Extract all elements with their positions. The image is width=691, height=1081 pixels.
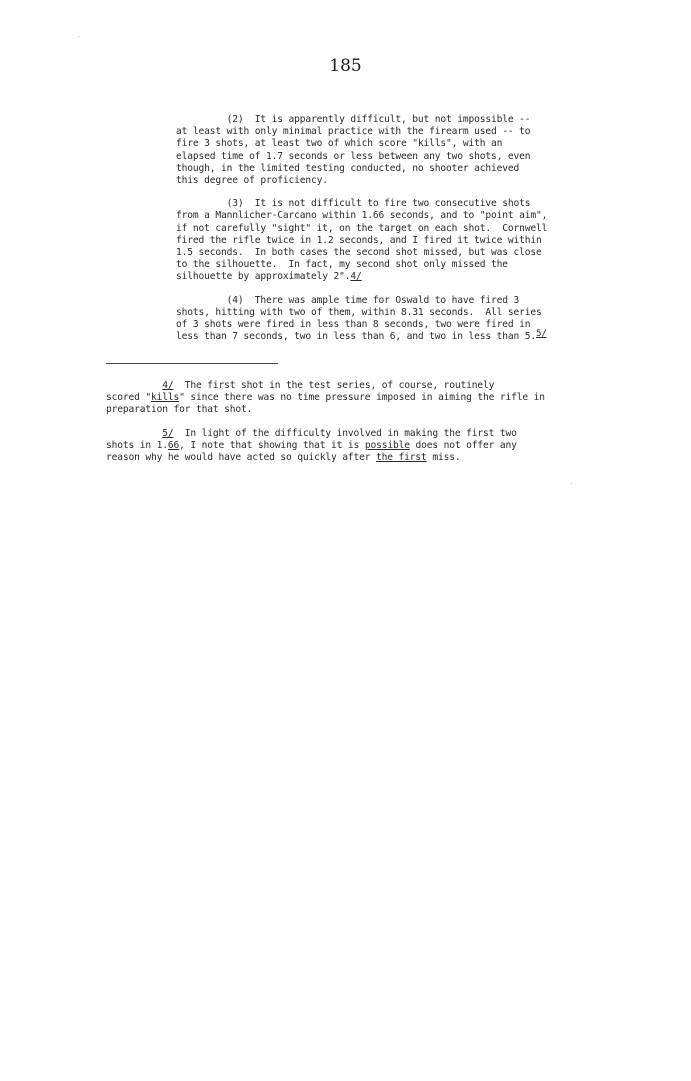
scan-speck <box>571 483 572 484</box>
footnote-marker: 5/ <box>162 427 174 439</box>
text-line: though, in the limited testing conducted, no shooter achieved <box>176 162 520 174</box>
text-line: fired the rifle twice in 1.2 seconds, and I fired it twice within <box>176 234 542 246</box>
line-text: shots in 1. <box>106 439 168 451</box>
text-line: (4) There was ample time for Oswald to have fired 3 <box>176 294 520 306</box>
footnote-4 <box>106 380 590 417</box>
footnote-ref-4: 4/ <box>350 271 362 283</box>
line-text: The first shot in the test series, of course, routinely <box>173 380 495 391</box>
text-line <box>106 440 590 452</box>
footnote-ref-5: 5/ <box>536 329 547 340</box>
line-text: reason why he would have acted so quickly after <box>106 452 377 464</box>
body-text <box>176 114 586 354</box>
scan-speck <box>78 36 79 37</box>
text-line: fire 3 shots, at least two of which score "kills", with an <box>176 138 503 150</box>
text-line: to the silhouette. In fact, my second shot only missed the <box>176 259 508 271</box>
line-text: less than 7 seconds, two in less than 6, and two in less than 5. <box>176 331 537 343</box>
text-line <box>176 331 586 343</box>
text-line: at least with only minimal practice with the firearm used -- to <box>176 126 531 138</box>
footnotes <box>106 380 590 475</box>
paragraph-3 <box>176 198 586 283</box>
text-line: this degree of proficiency. <box>176 175 328 187</box>
footnote-divider <box>106 363 278 364</box>
underlined-text: the first <box>376 452 427 464</box>
text-line: (2) It is apparently difficult, but not impossible -- <box>176 114 531 125</box>
paragraph-4 <box>176 295 586 344</box>
line-text: In light of the difficulty involved in making the first two <box>173 427 517 439</box>
text-line <box>176 271 586 283</box>
text-line: 1.5 seconds. In both cases the second shot missed, but was close <box>176 247 542 259</box>
text-line: elapsed time of 1.7 seconds or less between any two shots, even <box>176 150 531 162</box>
underlined-text: 66 <box>167 439 180 451</box>
page-number: 185 <box>329 56 362 76</box>
text-line: (3) It is not difficult to fire two consecutive shots <box>176 198 531 210</box>
line-text: silhouette by approximately 2". <box>176 271 351 283</box>
line-text: does not offer any <box>409 439 517 451</box>
text-line <box>106 428 590 440</box>
text-line: of 3 shots were fired in less than 8 seconds, two were fired in <box>176 319 531 331</box>
text-line: if not carefully "sight" it, on the target on each shot. Cornwell <box>176 222 548 234</box>
underlined-text: possible <box>364 439 410 451</box>
text-line <box>106 452 590 464</box>
line-text: " since there was no time pressure imposed in aiming the rifle in <box>179 392 545 404</box>
footnote-5 <box>106 428 590 465</box>
line-text: miss. <box>426 452 461 464</box>
line-text: scored " <box>106 392 152 404</box>
line-text: , I note that showing that it is <box>179 439 365 451</box>
text-line <box>106 380 590 392</box>
paragraph-2 <box>176 114 586 187</box>
footnote-marker: 4/ <box>162 380 174 391</box>
text-line: shots, hitting with two of them, within 8.31 seconds. All series <box>176 306 542 318</box>
underlined-text: kills <box>151 392 180 404</box>
text-line: preparation for that shot. <box>106 404 253 416</box>
text-line <box>106 392 590 404</box>
text-line: from a Mannlicher-Carcano within 1.66 seconds, and to "point aim", <box>176 210 548 222</box>
